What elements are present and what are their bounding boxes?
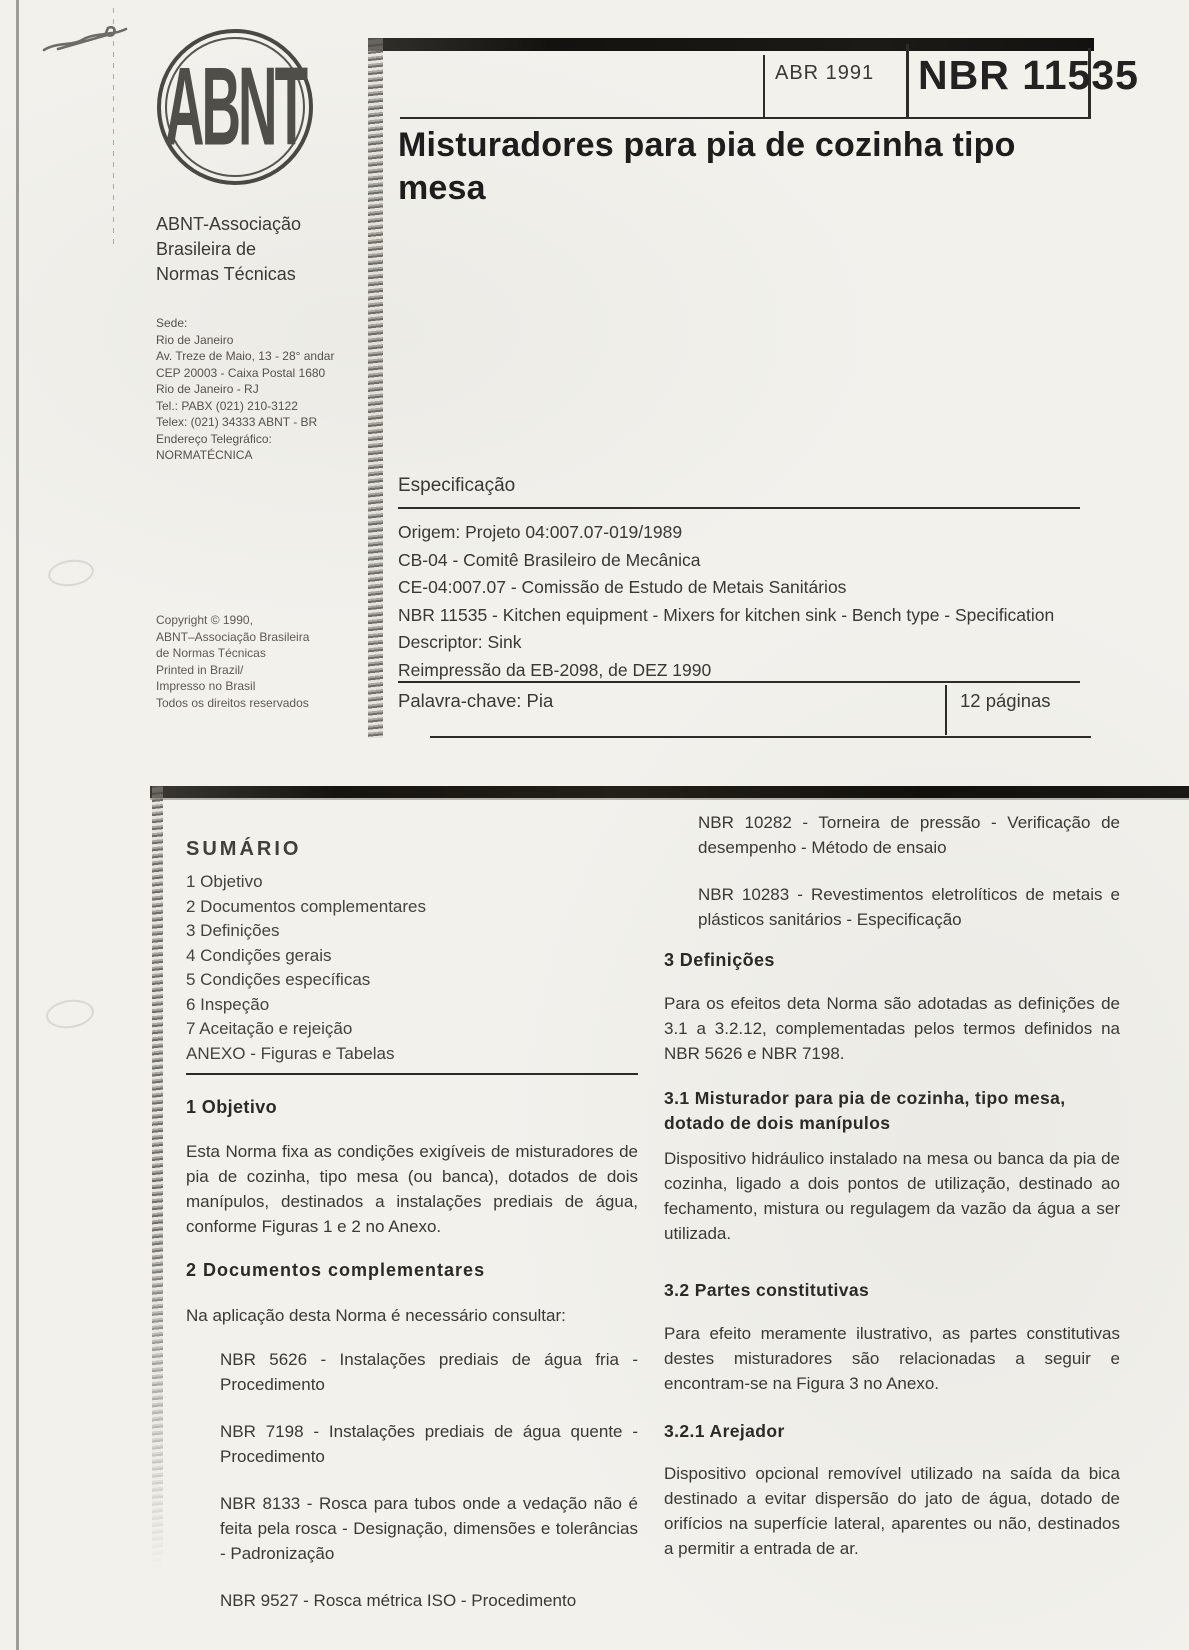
reference-item: NBR 7198 - Instalações prediais de água quente - Procedimento — [220, 1422, 638, 1466]
summary-item: 3 Definições — [186, 921, 280, 940]
rule-under-summary — [186, 1073, 638, 1075]
pen-scribble-icon — [38, 16, 138, 62]
publisher-name-line: Normas Técnicas — [156, 264, 296, 284]
lower-left-border — [152, 786, 163, 1586]
origin-line: Origem: Projeto 04:007.07-019/1989 — [398, 522, 683, 542]
scan-smudge — [44, 997, 95, 1031]
summary-heading: SUMÁRIO — [186, 838, 302, 860]
reference-item: NBR 10282 - Torneira de pressão - Verificação de desempenho - Método de ensaio — [698, 813, 1120, 857]
section-2-intro: Na aplicação desta Norma é necessário consultar: — [186, 1306, 566, 1325]
copyright-line: Impresso no Brasil — [156, 679, 256, 693]
origin-line: Descriptor: Sink — [398, 632, 522, 652]
summary-item: 2 Documentos complementares — [186, 896, 427, 916]
rule-under-spec — [398, 507, 1080, 509]
summary-item: 5 Condições específicas — [186, 970, 371, 989]
copyright-line: Printed in Brazil/ — [156, 662, 244, 677]
specification-label: Especificação — [398, 475, 516, 496]
address-line: Telex: (021) 34333 ABNT - BR — [156, 415, 318, 429]
reference-item: NBR 8133 - Rosca para tubos onde a vedação não é feita pela rosca - Designação, dimensões e tolerâncias - Padronização — [220, 1494, 638, 1563]
document-title: Misturadores para pia de cozinha tipo mesa — [398, 126, 1016, 207]
summary-item: 7 Aceitação e rejeição — [186, 1019, 353, 1038]
standard-code: NBR 11535 — [918, 52, 1139, 98]
section-divider-band — [150, 786, 1189, 798]
section-3-2-1-body: Dispositivo opcional removível utilizado na saída da bica destinado a evitar dispersão do jato de água, dotado de orifícios na superfície lateral, aparentes ou não, destinados a permitir a entrada de ar. — [664, 1464, 1120, 1558]
summary-list — [186, 870, 626, 1066]
page-count: 12 páginas — [960, 690, 1051, 711]
section-3-2-1-heading: 3.2.1 Arejador — [664, 1421, 785, 1441]
masthead-top-bar — [368, 38, 1094, 51]
masthead-bottom-rule — [430, 736, 1091, 738]
copyright-line: Copyright © 1990, — [156, 613, 253, 627]
reference-item: NBR 9527 - Rosca métrica ISO - Procedimento — [220, 1591, 577, 1610]
reference-item: NBR 10283 - Revestimentos eletrolíticos de metais e plásticos sanitários - Especificação — [698, 885, 1120, 929]
section-3-heading: 3 Definições — [664, 950, 775, 970]
scan-edge-line — [16, 0, 19, 1650]
issue-date: ABR 1991 — [775, 62, 875, 84]
origin-line: Reimpressão da EB-2098, de DEZ 1990 — [398, 659, 712, 680]
address-line: Endereço Telegráfico: — [156, 431, 272, 446]
summary-item: 6 Inspeção — [186, 994, 270, 1014]
summary-item: 1 Objetivo — [186, 872, 263, 891]
code-cell-divider — [906, 44, 909, 118]
address-line: Tel.: PABX (021) 210-3122 — [156, 398, 298, 413]
publisher-name-line: ABNT-Associação — [156, 214, 302, 234]
date-cell-divider — [763, 55, 765, 118]
address-line: CEP 20003 - Caixa Postal 1680 — [156, 365, 326, 380]
origin-line: NBR 11535 - Kitchen equipment - Mixers for kitchen sink - Bench type - Specification — [398, 604, 1055, 625]
rule-above-keyword — [398, 681, 1080, 683]
publisher-address — [156, 315, 386, 464]
publisher-name — [156, 212, 376, 287]
masthead-left-border — [368, 38, 383, 738]
section-1-body: Esta Norma fixa as condições exigíveis de misturadores de pia de cozinha, tipo mesa (ou banca), dotados de dois manípulos, destinados a instalações prediais de água, conforme Figuras 1 e 2 no Anexo. — [186, 1142, 638, 1236]
pages-cell-divider — [945, 685, 947, 735]
section-3-body: Para os efeitos deta Norma são adotadas as definições de 3.1 a 3.2.12, complementadas pelos termos definidos na NBR 5626 e NBR 7198. — [664, 994, 1120, 1063]
address-line: Sede: — [156, 316, 188, 330]
origin-line: CE-04:007.07 - Comissão de Estudo de Metais Sanitários — [398, 577, 847, 597]
origin-block — [398, 519, 1084, 684]
abnt-logo — [152, 24, 318, 190]
copyright-block — [156, 612, 386, 711]
copyright-line: ABNT–Associação Brasileira — [156, 629, 310, 644]
svg-text:ABNT: ABNT — [164, 44, 306, 169]
address-line: Rio de Janeiro - RJ — [156, 382, 259, 396]
section-3-2-heading: 3.2 Partes constitutivas — [664, 1280, 870, 1300]
section-3-1-heading: 3.1 Misturador para pia de cozinha, tipo mesa, dotado de dois manípulos — [664, 1088, 1066, 1133]
summary-item: 4 Condições gerais — [186, 945, 332, 965]
copyright-line: Todos os direitos reservados — [156, 695, 309, 710]
section-3-2-body: Para efeito meramente ilustrativo, as partes constitutivas destes misturadores são relacionadas a seguir e encontram-se na Figura 3 no Anexo. — [664, 1324, 1120, 1393]
section-1-heading: 1 Objetivo — [186, 1097, 278, 1117]
reference-item: NBR 5626 - Instalações prediais de água fria - Procedimento — [220, 1350, 638, 1394]
scan-smudge — [46, 557, 95, 589]
address-line: Rio de Janeiro — [156, 332, 234, 347]
copyright-line: de Normas Técnicas — [156, 646, 266, 660]
origin-line: CB-04 - Comitê Brasileiro de Mecânica — [398, 549, 701, 570]
masthead-rule-under-code — [400, 117, 1091, 119]
summary-item: ANEXO - Figuras e Tabelas — [186, 1043, 395, 1063]
address-line: NORMATÉCNICA — [156, 448, 253, 462]
keyword-label: Palavra-chave: Pia — [398, 690, 554, 711]
section-3-1-body: Dispositivo hidráulico instalado na mesa ou banca da pia de cozinha, ligado a dois pontos de utilização, destinado ao fechamento, mistura ou regulagem da vazão da água a ser utilizada. — [664, 1149, 1120, 1243]
publisher-name-line: Brasileira de — [156, 239, 257, 259]
section-2-heading: 2 Documentos complementares — [186, 1260, 486, 1280]
address-line: Av. Treze de Maio, 13 - 28° andar — [156, 349, 335, 363]
